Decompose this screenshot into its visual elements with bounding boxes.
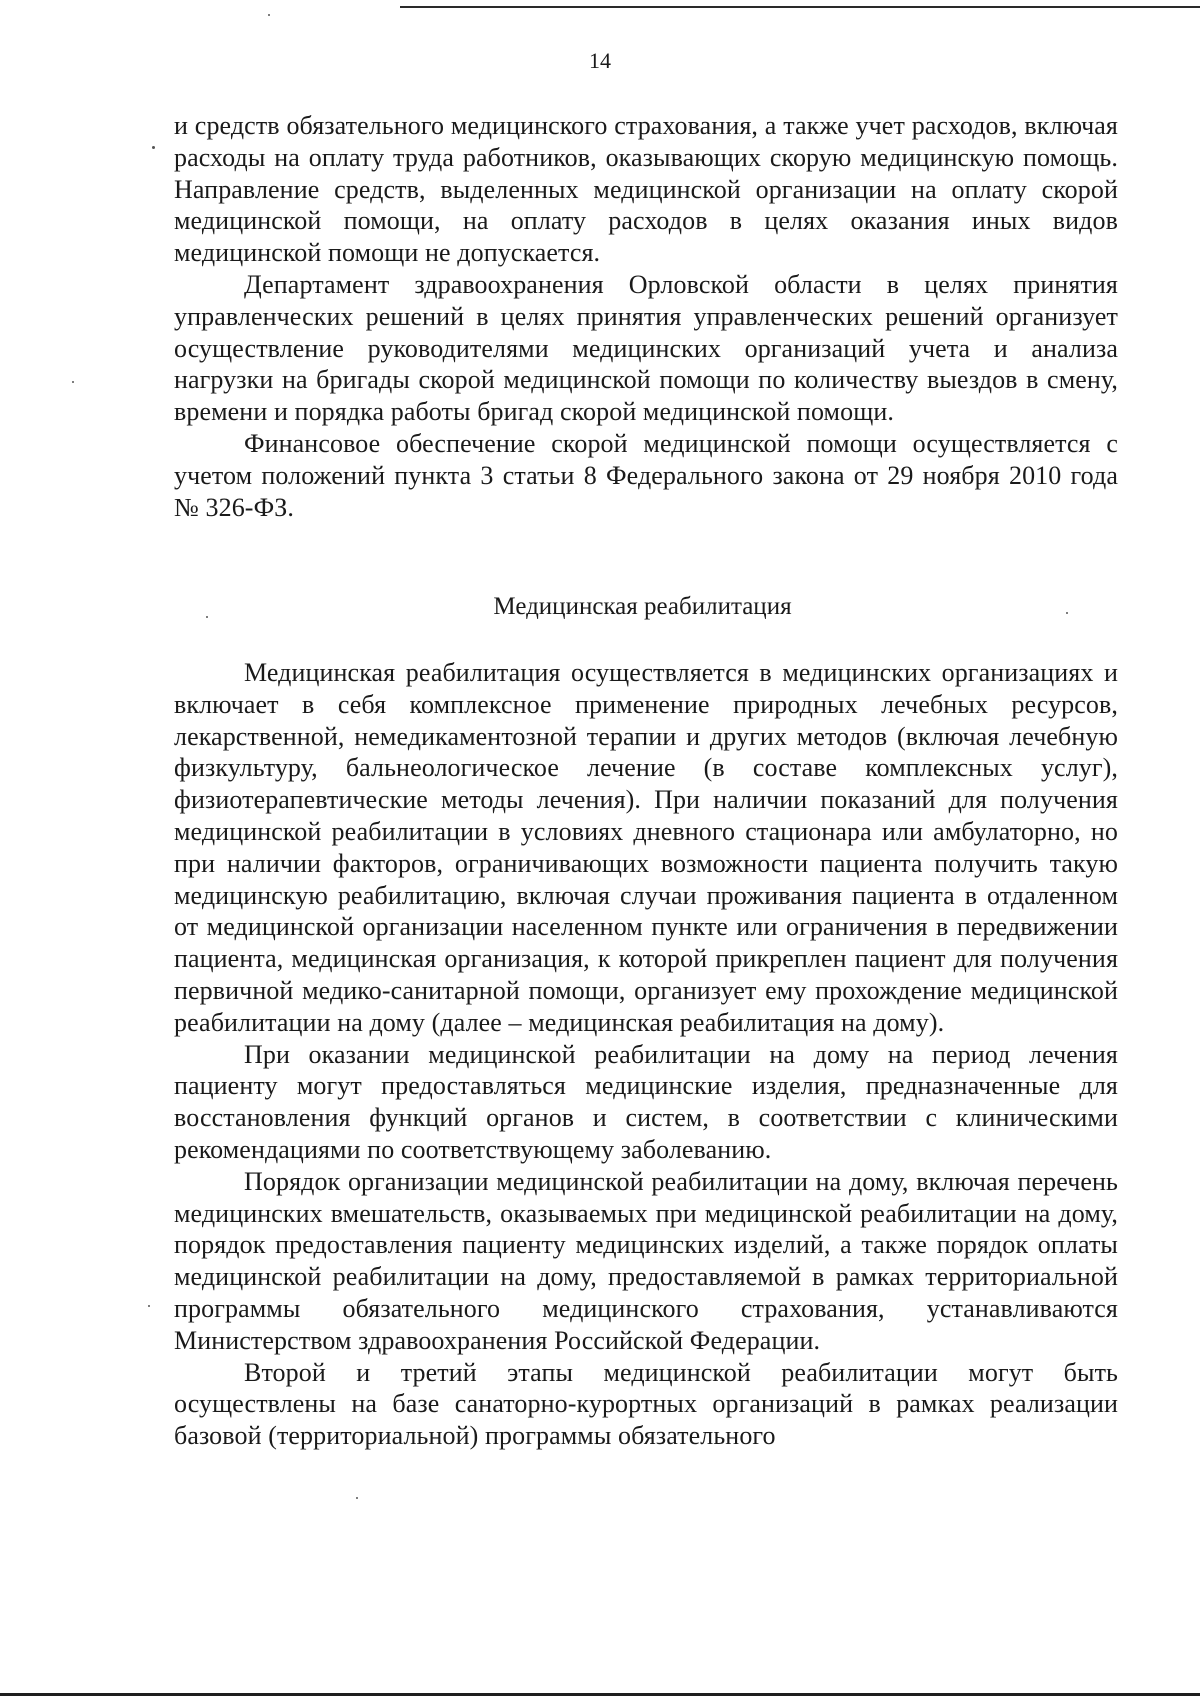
scan-edge-line-bottom [0,1693,1200,1696]
scan-speck [72,381,74,383]
paragraph-3: Финансовое обеспечение скорой медицинской помощи осуществляется с учетом положений пункта 3 статьи 8 Федерального закона от 29 ноября 2010 года № 326-ФЗ. [174,428,1118,522]
paragraph-1: и средств обязательного медицинского страхования, а также учет расходов, включая расходы на оплату труда работников, оказывающих скорую медицинскую помощь. Направление средств, выделенных медицинской организации на оплату скорой медицинской помощи, на оплату расходов в целях оказания иных видов медицинской помощи не допускается. [174,111,1118,268]
scan-speck [152,146,155,149]
scan-speck [268,14,270,16]
paragraph-7: Второй и третий этапы медицинской реабилитации могут быть осуществлены на базе санаторно-курортных организаций в рамках реализации базовой (территориальной) программы обязательного [174,1357,1118,1451]
paragraph-2: Департамент здравоохранения Орловской области в целях принятия управленческих решений в целях принятия управленческих решений организует осуществление руководителями медицинских организаций учета и анализа нагрузки на бригады скорой медицинской помощи по количеству выездов в смену, времени и порядка работы бригад скорой медицинской помощи. [174,269,1118,427]
section-rehabilitation [174,657,1118,1452]
scan-speck [206,616,208,618]
section-heading: Медицинская реабилитация [493,593,792,620]
page-number: 14 [589,48,611,73]
scan-speck [356,1497,358,1499]
scan-edge-line-top [400,6,1200,8]
paragraph-5: При оказании медицинской реабилитации на дому на период лечения пациенту могут предоставляться медицинские изделия, предназначенные для восстановления функций органов и систем, в соответствии с клиническими рекомендациями по соответствующему заболеванию. [174,1039,1118,1164]
paragraph-6: Порядок организации медицинской реабилитации на дому, включая перечень медицинских вмешательств, оказываемых при медицинской реабилитации на дому, порядок предоставления пациенту медицинских изделий, а также порядок оплаты медицинской реабилитации на дому, предоставляемой в рамках территориальной программы обязательного медицинского страхования, устанавливаются Министерством здравоохранения Российской Федерации. [174,1166,1118,1355]
scan-speck [148,1305,150,1307]
section-emergency-care [174,110,1118,523]
scan-speck [1066,612,1068,614]
paragraph-4: Медицинская реабилитация осуществляется в медицинских организациях и включает в себя комплексное применение природных лечебных ресурсов, лекарственной, немедикаментозной терапии и других методов (включая лечебную физкультуру, бальнеологическое лечение (в составе комплексных услуг), физиотерапевтические методы лечения). При наличии показаний для получения медицинской реабилитации в условиях дневного стационара или амбулаторно, но при наличии факторов, ограничивающих возможности пациента получить такую медицинскую реабилитацию, включая случаи проживания пациента в отдаленном от медицинской организации населенном пункте или ограничения в передвижении пациента, медицинская организация, к которой прикреплен пациент для получения первичной медико-санитарной помощи, организует ему прохождение медицинской реабилитации на дому (далее – медицинская реабилитация на дому). [174,658,1118,1037]
